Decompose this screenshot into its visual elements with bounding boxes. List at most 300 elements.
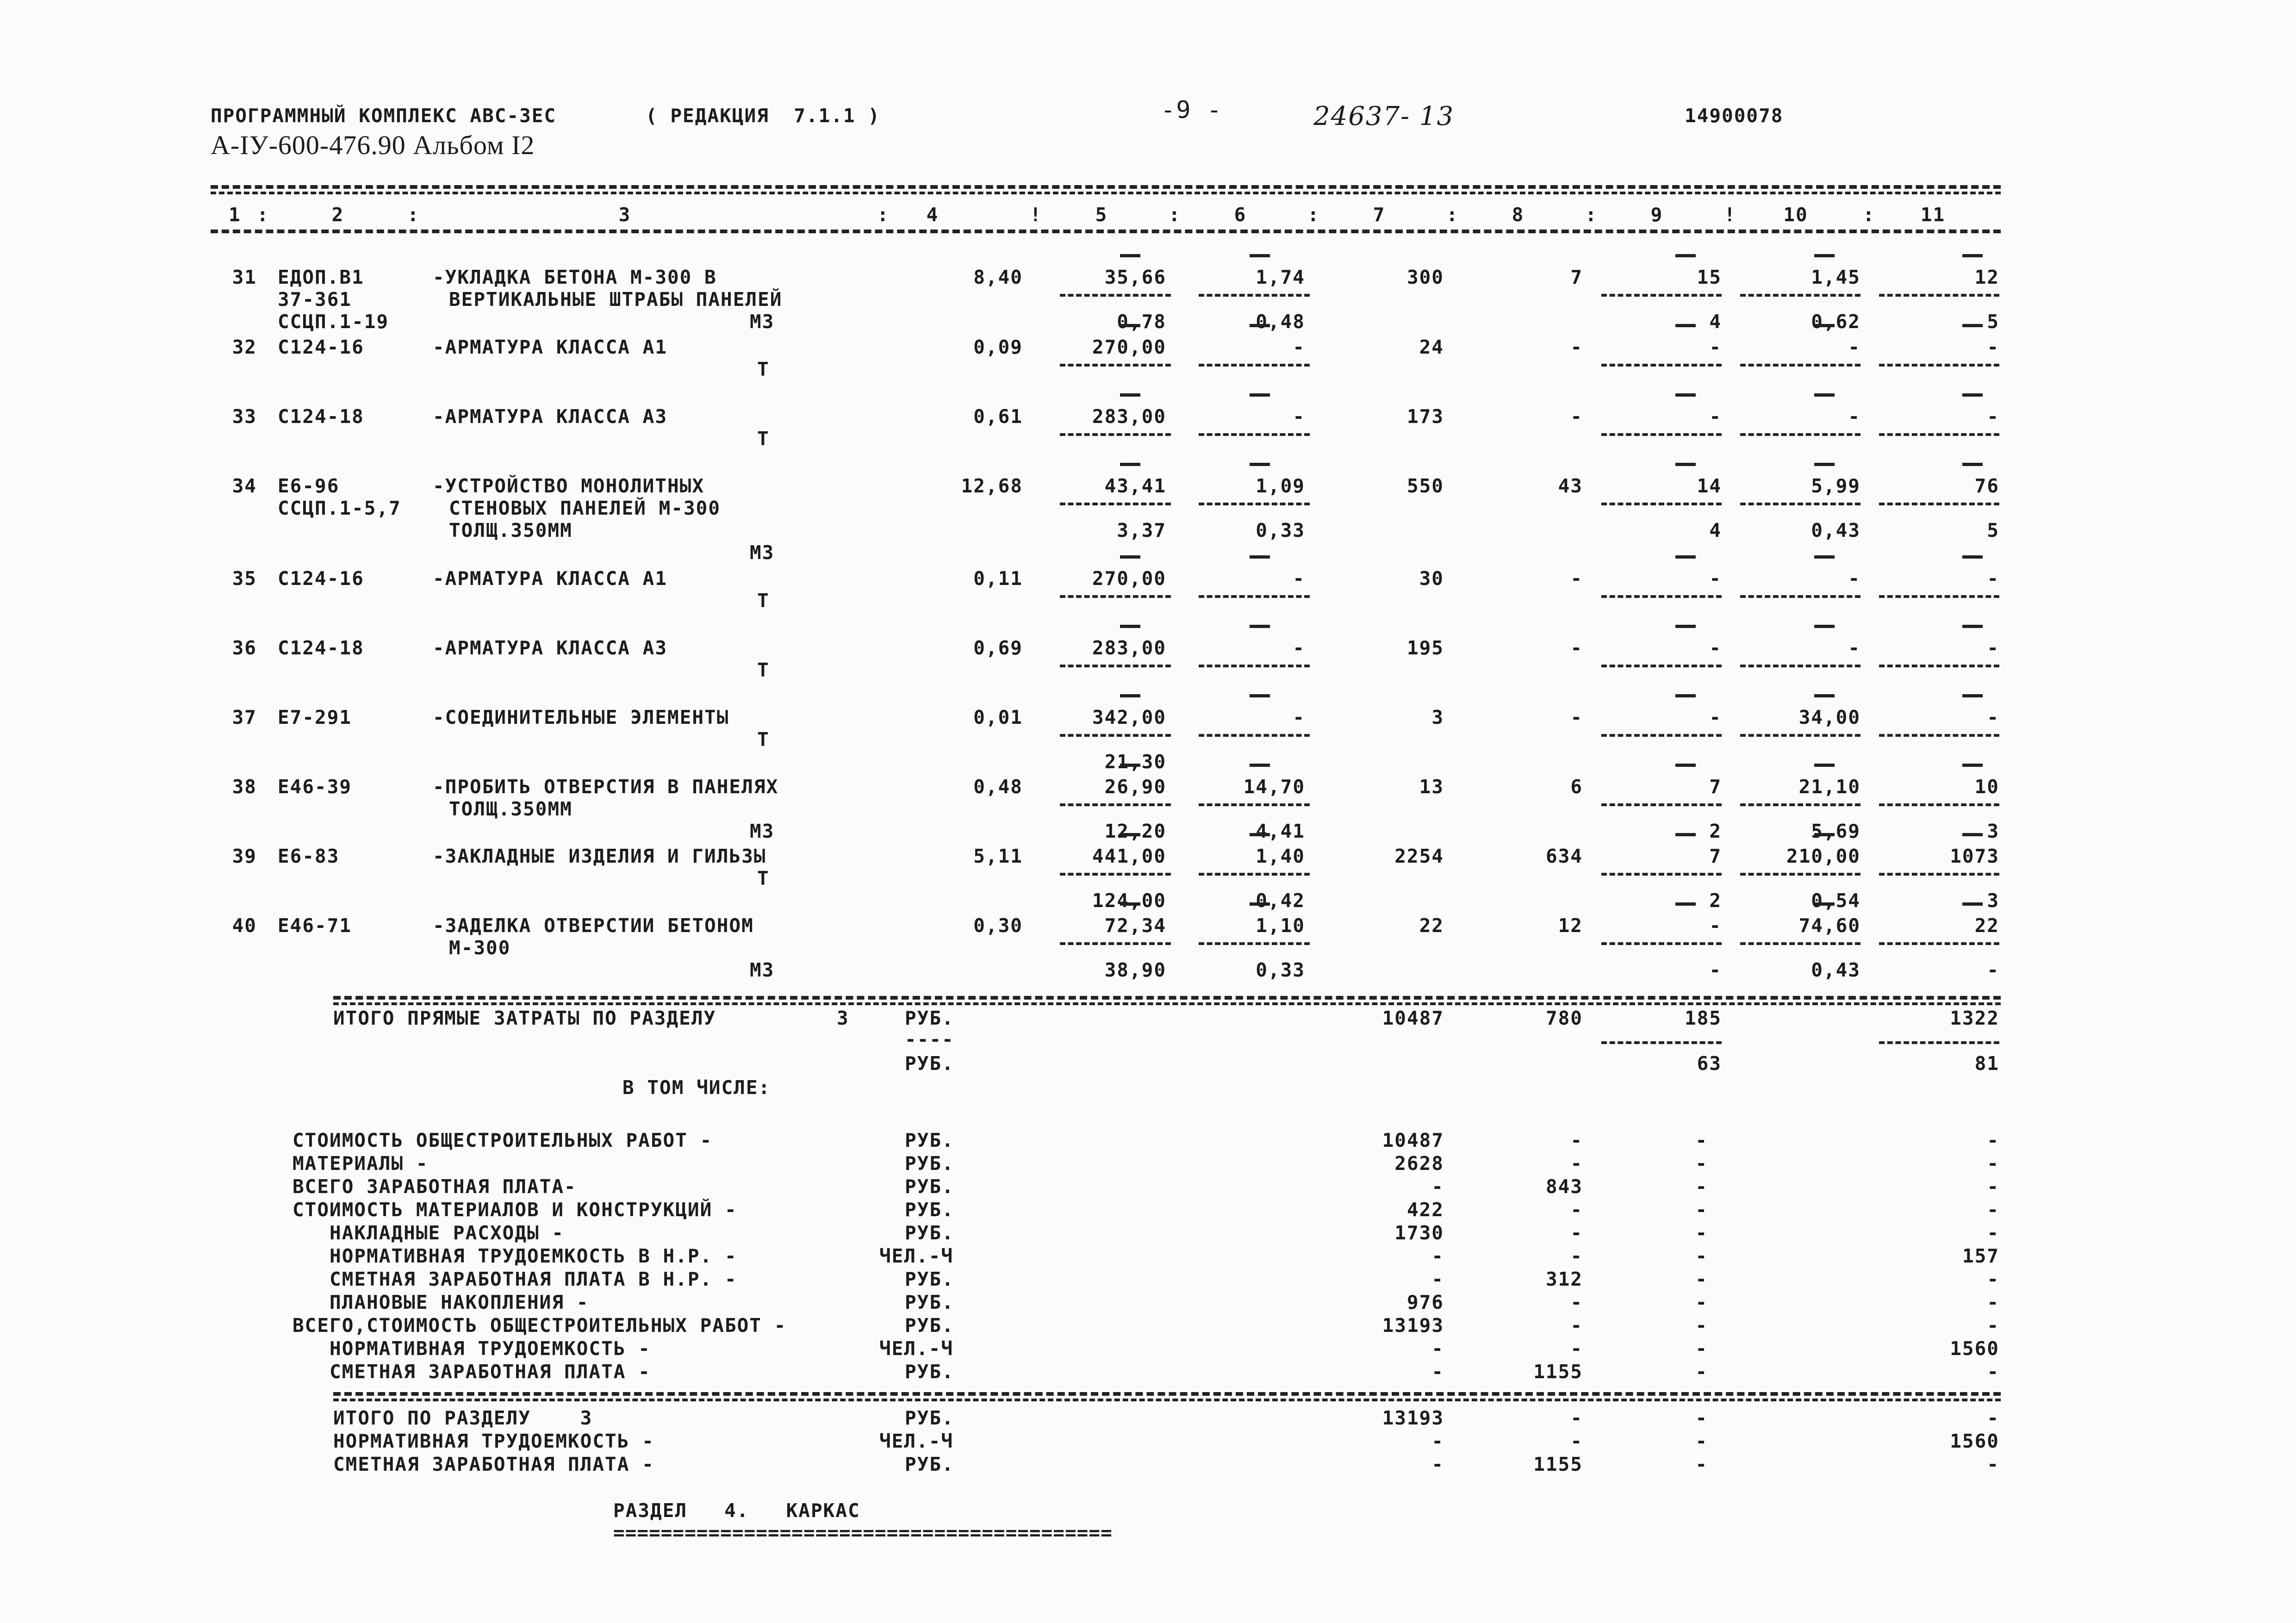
row-c9: - (1709, 914, 1722, 937)
row-c9: - (1709, 706, 1722, 728)
column-header-7: 7 (1373, 204, 1386, 226)
row-c5: 35,66 (1104, 266, 1166, 288)
row-unit: Т (757, 428, 770, 450)
row-c6: - (1293, 567, 1305, 590)
row-quantity: 0,61 (973, 405, 1023, 428)
row-name: СТЕНОВЫХ ПАНЕЛЕЙ М-300 (449, 497, 721, 519)
row-sub-rule (1879, 803, 1999, 806)
row-c7: 22 (1419, 914, 1444, 937)
row-c10: 34,00 (1798, 706, 1860, 728)
summary-c11: - (1987, 1175, 1999, 1198)
row-sub-rule (1740, 433, 1860, 436)
row-unit: Т (757, 728, 770, 751)
header-top-rule-2 (211, 192, 2001, 194)
row-c5: 441,00 (1092, 845, 1166, 867)
row-sub-rule (1740, 665, 1860, 667)
row-quantity: 0,11 (973, 567, 1023, 590)
dash-mark (1962, 254, 1983, 257)
row-code: Е6-83 (278, 845, 340, 867)
dash-mark (1814, 764, 1835, 767)
final-c9: - (1695, 1453, 1708, 1475)
column-header-10: 10 (1783, 204, 1808, 226)
row-c5-wage: 3,37 (1117, 519, 1166, 541)
direct-costs-c7: 10487 (1382, 1007, 1444, 1029)
dash-mark (1675, 463, 1696, 466)
row-c5: 342,00 (1092, 706, 1166, 728)
dash-mark (1250, 393, 1270, 397)
row-sub-rule (1740, 734, 1860, 737)
document-code: 14900078 (1685, 105, 1784, 127)
dash-mark (1120, 254, 1140, 257)
final-top-rule (333, 1392, 2001, 1396)
column-header-6: 6 (1234, 204, 1247, 226)
final-c7: 13193 (1382, 1407, 1444, 1429)
direct-costs-c11-2: 81 (1974, 1052, 1999, 1075)
row-unit: М3 (750, 959, 775, 981)
row-quantity: 0,48 (973, 776, 1023, 798)
summary-label: СМЕТНАЯ ЗАРАБОТНАЯ ПЛАТА - (292, 1361, 651, 1383)
row-c5: 43,41 (1104, 475, 1166, 497)
row-sub-rule (1199, 595, 1310, 598)
row-c6: 1,74 (1256, 266, 1305, 288)
dash-mark (1675, 254, 1696, 257)
row-sub-rule (1740, 595, 1860, 598)
dash-mark (1962, 902, 1983, 906)
dash-mark (1250, 833, 1270, 836)
including-label: В ТОМ ЧИСЛЕ: (622, 1076, 771, 1099)
row-c11: 10 (1974, 776, 1999, 798)
row-sub-rule (1060, 665, 1171, 667)
row-sub-rule (1060, 433, 1171, 436)
row-c6: 1,09 (1256, 475, 1305, 497)
dash-mark (1675, 625, 1696, 628)
final-c9: - (1695, 1430, 1708, 1452)
column-header-3: 3 (618, 204, 631, 226)
row-c11: - (1987, 706, 1999, 728)
row-sub-rule (1199, 294, 1310, 297)
next-section-underline: ========================================== (613, 1522, 1113, 1544)
summary-c11: - (1987, 1314, 1999, 1337)
summary-unit: РУБ. (905, 1129, 954, 1151)
row-c6: - (1293, 405, 1305, 428)
column-header-8: 8 (1512, 204, 1524, 226)
row-name: -АРМАТУРА КЛАССА А3 (433, 405, 667, 428)
row-c9: - (1709, 637, 1722, 659)
row-sub-rule (1060, 942, 1171, 945)
final-c11: - (1987, 1407, 1999, 1429)
row-sub-rule (1879, 734, 1999, 737)
summary-c8: - (1570, 1152, 1583, 1175)
final-top-rule-2 (333, 1399, 2001, 1401)
summary-c7: - (1431, 1361, 1444, 1383)
column-separator: ! (1030, 204, 1042, 226)
row-number: 39 (232, 845, 257, 867)
row-c10-wage: 5,69 (1811, 820, 1860, 842)
summary-c11: - (1987, 1152, 1999, 1175)
row-sub-rule (1601, 433, 1722, 436)
row-sub-rule (1879, 294, 1999, 297)
dash-mark (1250, 324, 1270, 327)
dash-mark (1120, 393, 1140, 397)
row-sub-rule (1601, 803, 1722, 806)
row-c10: 5,99 (1811, 475, 1860, 497)
row-sub-rule (1060, 734, 1171, 737)
column-header-1: 1 (229, 204, 241, 226)
row-name: ТОЛЩ.350ММ (449, 798, 572, 820)
row-c10: - (1848, 336, 1860, 358)
row-unit: Т (757, 867, 770, 889)
row-number: 37 (232, 706, 257, 728)
row-sub-rule (1601, 734, 1722, 737)
row-sub-rule (1199, 364, 1310, 367)
row-quantity: 5,11 (973, 845, 1023, 867)
summary-label: НОРМАТИВНАЯ ТРУДОЕМКОСТЬ - (292, 1337, 651, 1360)
final-unit: ЧЕЛ.-Ч (879, 1430, 954, 1452)
row-code: ССЦП.1-5,7 (278, 497, 401, 519)
row-number: 38 (232, 776, 257, 798)
column-header-5: 5 (1095, 204, 1108, 226)
row-sub-rule (1879, 433, 1999, 436)
summary-unit: РУБ. (905, 1152, 954, 1175)
column-separator: : (1585, 204, 1598, 226)
row-name: -АРМАТУРА КЛАССА А1 (433, 567, 667, 590)
row-sub-rule (1601, 873, 1722, 876)
row-c11-wage: 5 (1987, 519, 1999, 541)
row-c9: 7 (1709, 845, 1722, 867)
row-code: С124-18 (278, 637, 364, 659)
row-sub-rule (1601, 294, 1722, 297)
row-c11: 22 (1974, 914, 1999, 937)
dash-mark (1814, 625, 1835, 628)
row-c11: 12 (1974, 266, 1999, 288)
row-c10: 21,10 (1798, 776, 1860, 798)
summary-c8: 843 (1545, 1175, 1583, 1198)
row-c11: - (1987, 405, 1999, 428)
summary-label: СТОИМОСТЬ ОБЩЕСТРОИТЕЛЬНЫХ РАБОТ - (292, 1129, 713, 1151)
row-c6: 1,40 (1256, 845, 1305, 867)
row-unit: М3 (750, 820, 775, 842)
dash-mark (1120, 625, 1140, 628)
row-c9-wage: 4 (1709, 519, 1722, 541)
column-header-4: 4 (926, 204, 939, 226)
row-c5: 270,00 (1092, 336, 1166, 358)
program-edition: ( РЕДАКЦИЯ 7.1.1 ) (646, 105, 880, 127)
column-separator: : (1169, 204, 1181, 226)
row-sub-rule (1060, 503, 1171, 505)
row-c10: - (1848, 637, 1860, 659)
dash-mark (1250, 694, 1270, 697)
summary-label: НОРМАТИВНАЯ ТРУДОЕМКОСТЬ В Н.Р. - (292, 1245, 737, 1267)
summary-unit: РУБ. (905, 1291, 954, 1313)
row-c8: 12 (1558, 914, 1583, 937)
summary-c7: - (1431, 1175, 1444, 1198)
summary-c9: - (1695, 1152, 1708, 1175)
row-c9-wage: 2 (1709, 820, 1722, 842)
row-sub-rule (1601, 942, 1722, 945)
row-code: Е7-291 (278, 706, 352, 728)
row-c8: 7 (1570, 266, 1583, 288)
final-unit: РУБ. (905, 1407, 954, 1429)
row-code: 37-361 (278, 288, 352, 311)
dash-mark (1120, 463, 1140, 466)
row-c5: 270,00 (1092, 567, 1166, 590)
final-c8: - (1570, 1407, 1583, 1429)
column-separator: : (1307, 204, 1320, 226)
dash-mark (1675, 393, 1696, 397)
row-c6-wage: 0,33 (1256, 519, 1305, 541)
row-sub-rule (1199, 942, 1310, 945)
page-number: -9 - (1161, 96, 1223, 124)
column-header-11: 11 (1920, 204, 1946, 226)
row-sub-rule (1199, 433, 1310, 436)
summary-label: НАКЛАДНЫЕ РАСХОДЫ - (292, 1222, 565, 1244)
row-c9: 14 (1697, 475, 1722, 497)
direct-costs-unit-2: РУБ. (905, 1052, 954, 1075)
row-name: -АРМАТУРА КЛАССА А3 (433, 637, 667, 659)
row-name: ТОЛЩ.350ММ (449, 519, 572, 541)
row-c9-wage: 4 (1709, 311, 1722, 333)
row-name: -ЗАДЕЛКА ОТВЕРСТИИ БЕТОНОМ (433, 914, 754, 937)
row-sub-rule (1879, 942, 1999, 945)
row-c9: 15 (1697, 266, 1722, 288)
row-c5-wage: 21,30 (1104, 751, 1166, 773)
row-code: С124-16 (278, 567, 364, 590)
row-c7: 2254 (1394, 845, 1444, 867)
row-c10: - (1848, 567, 1860, 590)
row-c6: 1,10 (1256, 914, 1305, 937)
row-c10-wage: 0,43 (1811, 959, 1860, 981)
dash-mark (1814, 324, 1835, 327)
header-top-rule (211, 185, 2001, 189)
dash-mark (1814, 555, 1835, 559)
row-name: -ЗАКЛАДНЫЕ ИЗДЕЛИЯ И ГИЛЬЗЫ (433, 845, 766, 867)
row-c10-wage: 0,43 (1811, 519, 1860, 541)
row-c8: - (1570, 405, 1583, 428)
summary-c8: - (1570, 1245, 1583, 1267)
dash-mark (1814, 393, 1835, 397)
row-sub-rule (1060, 803, 1171, 806)
final-label: ИТОГО ПО РАЗДЕЛУ 3 (333, 1407, 593, 1429)
row-c7: 13 (1419, 776, 1444, 798)
final-c9: - (1695, 1407, 1708, 1429)
direct-costs-c9-2: 63 (1697, 1052, 1722, 1075)
summary-unit: ЧЕЛ.-Ч (879, 1245, 954, 1267)
row-unit: Т (757, 590, 770, 612)
row-c11-wage: 3 (1987, 820, 1999, 842)
dash-mark (1250, 764, 1270, 767)
summary-c8: - (1570, 1222, 1583, 1244)
summary-c8: 312 (1545, 1268, 1583, 1290)
row-code: Е6-96 (278, 475, 340, 497)
row-sub-rule (1060, 294, 1171, 297)
row-c10: 1,45 (1811, 266, 1860, 288)
row-sub-rule (1060, 364, 1171, 367)
row-code: С124-18 (278, 405, 364, 428)
dash-mark (1120, 833, 1140, 836)
row-c11: - (1987, 637, 1999, 659)
dash-mark (1675, 902, 1696, 906)
summary-c11: 1560 (1950, 1337, 1999, 1360)
summary-unit: ЧЕЛ.-Ч (879, 1337, 954, 1360)
column-separator: : (257, 204, 269, 226)
summary-c9: - (1695, 1337, 1708, 1360)
dash-mark (1120, 555, 1140, 559)
row-c8: - (1570, 706, 1583, 728)
dash-mark (1962, 324, 1983, 327)
summary-c9: - (1695, 1314, 1708, 1337)
summary-c9: - (1695, 1291, 1708, 1313)
row-c11: - (1987, 336, 1999, 358)
dash-mark (1962, 694, 1983, 697)
row-c5: 283,00 (1092, 405, 1166, 428)
summary-c7: 1730 (1394, 1222, 1444, 1244)
dash-mark (1962, 393, 1983, 397)
summary-c8: - (1570, 1129, 1583, 1151)
row-number: 35 (232, 567, 257, 590)
row-c6: - (1293, 706, 1305, 728)
summary-unit: РУБ. (905, 1314, 954, 1337)
summary-c8: - (1570, 1199, 1583, 1221)
dash-mark (1120, 324, 1140, 327)
summary-label: СМЕТНАЯ ЗАРАБОТНАЯ ПЛАТА В Н.Р. - (292, 1268, 737, 1290)
row-sub-rule (1060, 873, 1171, 876)
summary-c9: - (1695, 1199, 1708, 1221)
row-c11: 1073 (1950, 845, 1999, 867)
totals-c11-rule (1879, 1041, 1999, 1044)
dash-mark (1962, 555, 1983, 559)
summary-c11: - (1987, 1199, 1999, 1221)
row-c11-wage: 5 (1987, 311, 1999, 333)
row-c11: 76 (1974, 475, 1999, 497)
totals-c9-rule (1601, 1041, 1722, 1044)
row-c5: 283,00 (1092, 637, 1166, 659)
row-c8: - (1570, 567, 1583, 590)
dash-mark (1814, 254, 1835, 257)
column-separator: : (1446, 204, 1459, 226)
row-number: 33 (232, 405, 257, 428)
dash-mark (1675, 694, 1696, 697)
row-sub-rule (1601, 665, 1722, 667)
summary-label: ПЛАНОВЫЕ НАКОПЛЕНИЯ - (292, 1291, 589, 1313)
summary-c8: - (1570, 1291, 1583, 1313)
row-c8: - (1570, 637, 1583, 659)
dash-mark (1962, 833, 1983, 836)
row-c5-wage: 124,00 (1092, 889, 1166, 912)
dash-mark (1962, 463, 1983, 466)
row-sub-rule (1740, 873, 1860, 876)
row-c9: 7 (1709, 776, 1722, 798)
summary-c7: - (1431, 1268, 1444, 1290)
row-sub-rule (1601, 503, 1722, 505)
dash-mark (1675, 324, 1696, 327)
row-c7: 24 (1419, 336, 1444, 358)
summary-c9: - (1695, 1175, 1708, 1198)
row-c7: 300 (1406, 266, 1444, 288)
row-code: ЕДОП.В1 (278, 266, 364, 288)
row-code: Е46-39 (278, 776, 352, 798)
row-c10: - (1848, 405, 1860, 428)
row-c7: 30 (1419, 567, 1444, 590)
row-c5: 26,90 (1104, 776, 1166, 798)
row-number: 31 (232, 266, 257, 288)
column-header-9: 9 (1650, 204, 1663, 226)
dash-mark (1120, 694, 1140, 697)
dash-mark (1120, 902, 1140, 906)
row-c7: 195 (1406, 637, 1444, 659)
column-separator: : (407, 204, 420, 226)
row-c10-wage: 0,62 (1811, 311, 1860, 333)
final-label: НОРМАТИВНАЯ ТРУДОЕМКОСТЬ - (333, 1430, 654, 1452)
summary-c7: - (1431, 1245, 1444, 1267)
row-name: М-300 (449, 937, 511, 959)
final-c8: - (1570, 1430, 1583, 1452)
row-c9-wage: - (1709, 959, 1722, 981)
row-c9: - (1709, 336, 1722, 358)
row-unit: Т (757, 659, 770, 681)
final-unit: РУБ. (905, 1453, 954, 1475)
row-name: -ПРОБИТЬ ОТВЕРСТИЯ В ПАНЕЛЯХ (433, 776, 779, 798)
summary-c11: - (1987, 1268, 1999, 1290)
next-section-title: РАЗДЕЛ 4. КАРКАС (613, 1499, 860, 1522)
header-bottom-rule (211, 230, 2001, 233)
final-c11: 1560 (1950, 1430, 1999, 1452)
direct-costs-unit-dash: ---- (905, 1028, 954, 1051)
handwritten-code: 24637- 13 (1313, 101, 1455, 131)
row-sub-rule (1740, 942, 1860, 945)
row-c6-wage: 4,41 (1256, 820, 1305, 842)
summary-c7: 976 (1406, 1291, 1444, 1313)
program-name: ПРОГРАММНЫЙ КОМПЛЕКС АВС-3ЕС (211, 105, 557, 127)
dash-mark (1250, 463, 1270, 466)
row-c8: - (1570, 336, 1583, 358)
row-c5-wage: 12,20 (1104, 820, 1166, 842)
row-c5-wage: 0,78 (1117, 311, 1166, 333)
row-sub-rule (1199, 873, 1310, 876)
row-quantity: 0,30 (973, 914, 1023, 937)
row-c6: - (1293, 336, 1305, 358)
row-name: -АРМАТУРА КЛАССА А1 (433, 336, 667, 358)
row-c11: - (1987, 567, 1999, 590)
summary-c7: 422 (1406, 1199, 1444, 1221)
row-quantity: 0,01 (973, 706, 1023, 728)
summary-c9: - (1695, 1129, 1708, 1151)
row-name: -УСТРОЙСТВО МОНОЛИТНЫХ (433, 475, 705, 497)
row-c10: 74,60 (1798, 914, 1860, 937)
row-c8: 43 (1558, 475, 1583, 497)
row-sub-rule (1199, 803, 1310, 806)
row-number: 36 (232, 637, 257, 659)
row-c9: - (1709, 405, 1722, 428)
row-c5-wage: 38,90 (1104, 959, 1166, 981)
summary-c11: - (1987, 1291, 1999, 1313)
row-c10: 210,00 (1786, 845, 1860, 867)
summary-c11: - (1987, 1129, 1999, 1151)
dash-mark (1675, 764, 1696, 767)
row-sub-rule (1879, 503, 1999, 505)
direct-costs-c11: 1322 (1950, 1007, 1999, 1029)
summary-unit: РУБ. (905, 1175, 954, 1198)
dash-mark (1250, 625, 1270, 628)
row-sub-rule (1601, 364, 1722, 367)
summary-c11: 157 (1962, 1245, 1999, 1267)
row-c8: 6 (1570, 776, 1583, 798)
summary-label: СТОИМОСТЬ МАТЕРИАЛОВ И КОНСТРУКЦИЙ - (292, 1199, 737, 1221)
dash-mark (1250, 254, 1270, 257)
dash-mark (1814, 902, 1835, 906)
dash-mark (1962, 625, 1983, 628)
row-sub-rule (1199, 665, 1310, 667)
row-c6-wage: 0,33 (1256, 959, 1305, 981)
